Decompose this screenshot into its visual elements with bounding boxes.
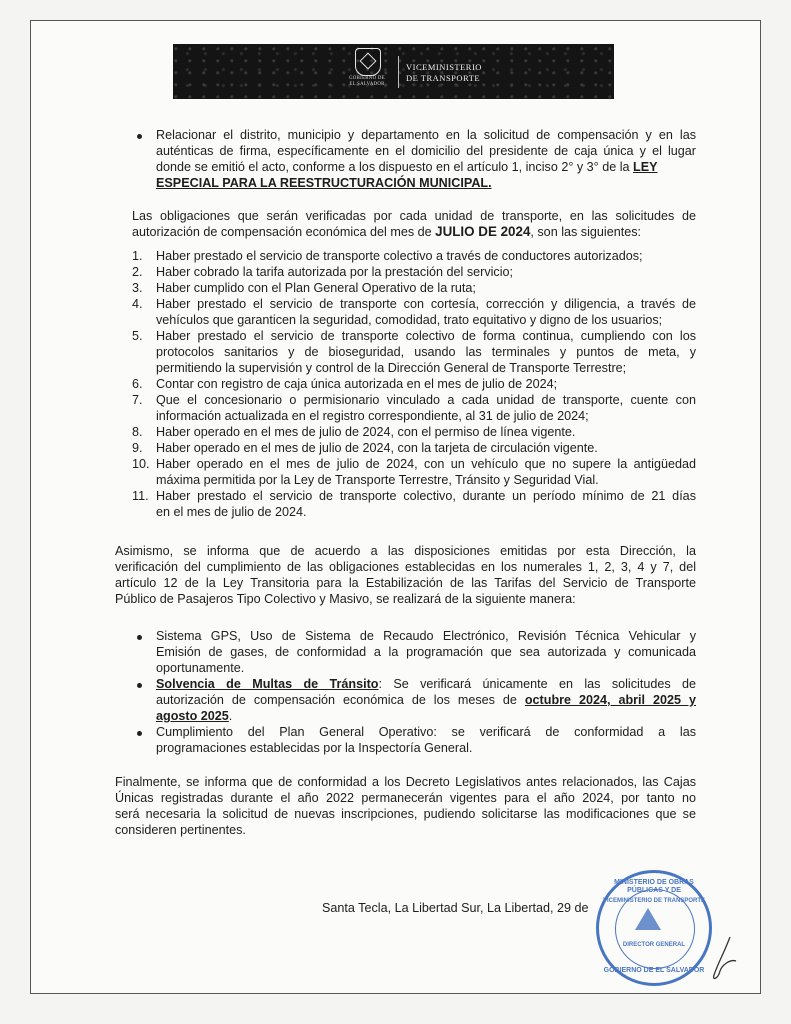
obligation-text: Haber prestado el servicio de transporte colectivo de forma continua, cumpliendo con los — [156, 329, 696, 343]
asimismo-line-1: Asimismo, se informa que de acuerdo a las disposiciones emitidas por esta Dirección, la — [115, 544, 696, 558]
obligation-text: protocolos sanitarios y de bioseguridad, usando las terminales y puntos de meta, y — [156, 345, 696, 359]
gps-line-2: Emisión de gases, de conformidad a la programación que sea autorizada y comunicada — [156, 645, 696, 659]
obligation-number: 7. — [132, 393, 143, 407]
obligation-number: 9. — [132, 441, 143, 455]
gov-line-2: EL SALVADOR — [349, 81, 385, 87]
multas-line-2-text: autorización de compensación económica de los meses de — [156, 693, 525, 707]
government-label — [338, 76, 396, 87]
official-stamp — [596, 870, 712, 986]
obligation-number: 11. — [132, 489, 149, 503]
obligation-text: Haber operado en el mes de julio de 2024, con la tarjeta de circulación vigente. — [156, 441, 598, 455]
intro-line-3-text: donde se emitió el acto, conforme a los dispuesto en el artículo 1, inciso 2° y 3° de la — [156, 160, 634, 174]
multas-months-cont: agosto 2025 — [156, 709, 229, 723]
stamp-ring-text: MINISTERIO DE OBRAS PÚBLICAS Y DE — [614, 879, 694, 894]
letterhead-banner — [173, 44, 614, 99]
gov-line-1: GOBIERNO DE — [349, 76, 385, 81]
banner-divider — [398, 56, 399, 88]
bullet-dot — [137, 134, 142, 139]
obligation-text: Haber cobrado la tarifa autorizada por la prestación del servicio; — [156, 265, 514, 279]
final-line-4: consideren pertinentes. — [115, 823, 246, 837]
obligation-text: Haber prestado el servicio de transporte colectivo, durante un período mínimo de 21 días — [156, 489, 696, 503]
vice-line-2: DE TRANSPORTE — [406, 73, 481, 83]
multas-line-1-text: : Se verificará únicamente en las solicitudes de — [378, 677, 696, 691]
month-highlight: JULIO DE 2024 — [435, 224, 531, 239]
obligation-text: vehículos que garanticen la seguridad, comodidad, trato equitativo y digno de los usuarios; — [156, 313, 663, 327]
obligation-text: permitiendo la supervisión y control de la Dirección General de Transporte Terrestre; — [156, 361, 627, 375]
multas-heading: Solvencia de Multas de Tránsito — [156, 677, 379, 691]
asimismo-line-3: artículo 12 de la Ley Transitoria para la Estabilización de las Tarifas del Servicio de Transporte — [115, 576, 696, 590]
obligation-text: Haber prestado el servicio de transporte colectivo a través de conductores autorizados; — [156, 249, 643, 263]
obligation-text: en el mes de julio de 2024. — [156, 505, 307, 519]
stamp-inner-text-2: DIRECTOR GENERAL — [622, 942, 686, 948]
coat-of-arms-icon — [355, 48, 381, 76]
obligation-text: Haber prestado el servicio de transporte con cortesía, corrección y diligencia, a través de — [156, 297, 696, 311]
obligations-intro-2-text: autorización de compensación económica del mes de — [132, 225, 436, 239]
multas-line-3-end: . — [228, 709, 233, 723]
obligation-text: información actualizada en el registro correspondiente, al 31 de julio de 2024; — [156, 409, 589, 423]
multas-line-3 — [156, 708, 232, 724]
obligation-number: 8. — [132, 425, 143, 439]
asimismo-line-2: verificación del cumplimiento de las obligaciones establecidas en los numerales 1, 2, 3, 4 y 7, del — [115, 560, 696, 574]
signature-mark — [700, 935, 740, 985]
obligation-number: 6. — [132, 377, 143, 391]
multas-months: octubre 2024, abril 2025 y — [524, 693, 696, 707]
stamp-bottom-text: GOBIERNO DE EL SALVADOR — [603, 967, 705, 974]
bullet-dot — [137, 683, 142, 688]
obligations-intro-1: Las obligaciones que serán verificadas por cada unidad de transporte, en las solicitudes de — [132, 209, 696, 223]
obligation-number: 5. — [132, 329, 143, 343]
vice-line-1: VICEMINISTERIO — [406, 62, 482, 72]
gps-line-1: Sistema GPS, Uso de Sistema de Recaudo Electrónico, Revisión Técnica Vehicular y — [156, 629, 696, 643]
viceministry-label — [406, 62, 482, 84]
final-line-3: será necesaria la solicitud de nuevas inscripciones, pudiendo solicitarse las modificaciones que se — [115, 807, 696, 821]
intro-line-3 — [156, 159, 658, 175]
obligations-intro-2 — [132, 224, 641, 240]
obligations-intro-2-end: , son las siguientes: — [530, 225, 641, 239]
obligation-number: 10. — [132, 457, 150, 471]
obligation-text: Contar con registro de caja única autorizada en el mes de julio de 2024; — [156, 377, 558, 391]
obligation-number: 4. — [132, 297, 143, 311]
obligation-number: 3. — [132, 281, 143, 295]
law-reference: LEY — [633, 160, 658, 174]
obligation-number: 1. — [132, 249, 143, 263]
plan-line-2: programaciones establecidas por la Inspectoría General. — [156, 741, 473, 755]
obligation-text: Haber cumplido con el Plan General Operativo de la ruta; — [156, 281, 476, 295]
obligation-text: Haber operado en el mes de julio de 2024, con un vehículo que no supere la antigüedad — [156, 457, 696, 471]
asimismo-line-4: Público de Pasajeros Tipo Colectivo y Masivo, se realizará de la siguiente manera: — [115, 592, 576, 606]
intro-line-1: Relacionar el distrito, municipio y departamento en la solicitud de compensación y en las — [156, 128, 696, 142]
plan-line-1: Cumplimiento del Plan General Operativo: se verificará de conformidad a las — [156, 725, 696, 739]
multas-line-1 — [156, 676, 696, 692]
intro-line-2: auténticas de firma, específicamente en el domicilio del presidente de caja única y el lugar — [156, 144, 696, 158]
final-line-2: Únicas registradas durante el año 2022 permanecerán vigentes para el año 2024, por tanto no — [115, 791, 696, 805]
gps-line-3: oportunamente. — [156, 661, 245, 675]
bullet-dot — [137, 635, 142, 640]
bullet-dot — [137, 731, 142, 736]
coat-of-arms-icon — [635, 908, 661, 930]
final-line-1: Finalmente, se informa que de conformidad a los Decreto Legislativos antes relacionados, las Cajas — [115, 775, 696, 789]
law-reference-cont: ESPECIAL PARA LA REESTRUCTURACIÓN MUNICIPAL. — [156, 176, 492, 190]
obligation-text: máxima permitida por la Ley de Transporte Terrestre, Tránsito y Seguridad Vial. — [156, 473, 599, 487]
multas-line-2 — [156, 692, 696, 708]
obligation-text: Que el concesionario o permisionario vinculado a cada unidad de transporte, cuente con — [156, 393, 696, 407]
place-and-date: Santa Tecla, La Libertad Sur, La Libertad, 29 de — [322, 901, 589, 915]
stamp-inner-text-1: VICEMINISTERIO DE TRANSPORTE — [602, 898, 705, 904]
obligation-number: 2. — [132, 265, 143, 279]
obligation-text: Haber operado en el mes de julio de 2024, con el permiso de línea vigente. — [156, 425, 576, 439]
